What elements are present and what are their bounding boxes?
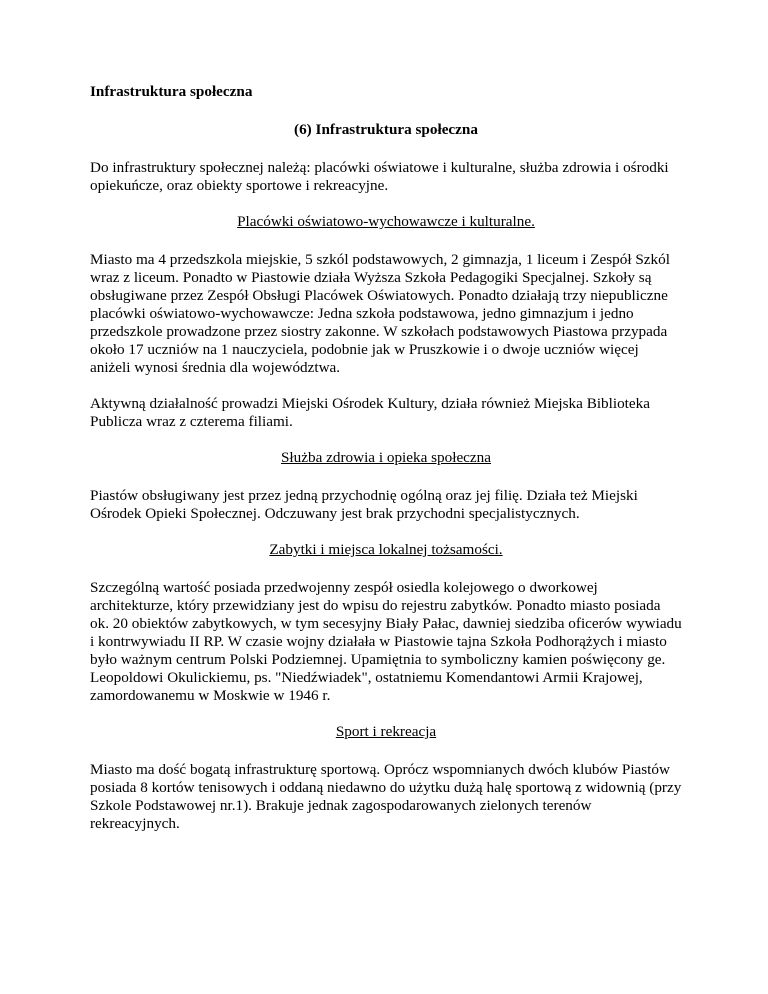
document-page [90, 83, 682, 851]
paragraph-education: Miasto ma 4 przedszkola miejskie, 5 szkól podstawowych, 2 gimnazja, 1 liceum i Zespół Szkól wraz z liceum. Ponadto w Piastowie działa Wyższa Szkoła Pedagogiki Specjalnej. Szkoły są obsługiwane przez Zespół Obsługi Placówek Oświatowych. Ponadto działają trzy niepubliczne placówki oświatowo-wychowawcze: Jedna szkoła podstawowa, jedno gimnazjum i jedno przedszkole prowadzone przez siostry zakonne. W szkołach podstawowych Piastowa przypada około 17 uczniów na 1 nauczyciela, podobnie jak w Pruszkowie i o dwoje uczniów więcej aniżeli wynosi średnia dla województwa. [90, 251, 670, 376]
subheading-monuments: Zabytki i miejsca lokalnej tożsamości. [269, 541, 503, 558]
section-title: (6) Infrastruktura społeczna [294, 121, 478, 138]
subheading-education-culture: Placówki oświatowo-wychowawcze i kulturalne. [237, 213, 535, 230]
subheading-healthcare: Służba zdrowia i opieka społeczna [280, 449, 491, 466]
document-title: Infrastruktura społeczna [90, 83, 253, 100]
paragraph-culture: Aktywną działalność prowadzi Miejski Ośrodek Kultury, działa również Miejska Biblioteka Publicza wraz z czterema filiami. [90, 395, 650, 430]
subheading-sport: Sport i rekreacja [335, 723, 437, 740]
paragraph-sport: Miasto ma dość bogatą infrastrukturę sportową. Oprócz wspomnianych dwóch klubów Piastów posiada 8 kortów tenisowych i oddaną niedawno do użytku dużą halę sportową z widownią (przy Szkole Podstawowej nr.1). Brakuje jednak zagospodarowanych zielonych terenów rekreacyjnych. [90, 761, 682, 832]
paragraph-monuments: Szczególną wartość posiada przedwojenny zespół osiedla kolejowego o dworkowej architekturze, który przewidziany jest do wpisu do rejestru zabytków. Ponadto miasto posiada ok. 20 obiektów zabytkowych, w tym secesyjny Biały Pałac, dawniej siedziba oficerów wywiadu i kontrwywiadu II RP. W czasie wojny działała w Piastowie tajna Szkoła Podhorążych i miasto było ważnym centrum Polski Podziemnej. Upamiętnia to symboliczny kamien poświęcony ge. Leopoldowi Okulickiemu, ps. "Niedźwiadek", ostatniemu Komendantowi Armii Krajowej, zamordowanemu w Moskwie w 1946 r. [90, 579, 682, 704]
paragraph-healthcare: Piastów obsługiwany jest przez jedną przychodnię ogólną oraz jej filię. Działa też Miejski Ośrodek Opieki Społecznej. Odczuwany jest brak przychodni specjalistycznych. [90, 487, 638, 522]
intro-paragraph: Do infrastruktury społecznej należą: placówki oświatowe i kulturalne, służba zdrowia i ośrodki opiekuńcze, oraz obiekty sportowe i rekreacyjne. [90, 159, 669, 194]
